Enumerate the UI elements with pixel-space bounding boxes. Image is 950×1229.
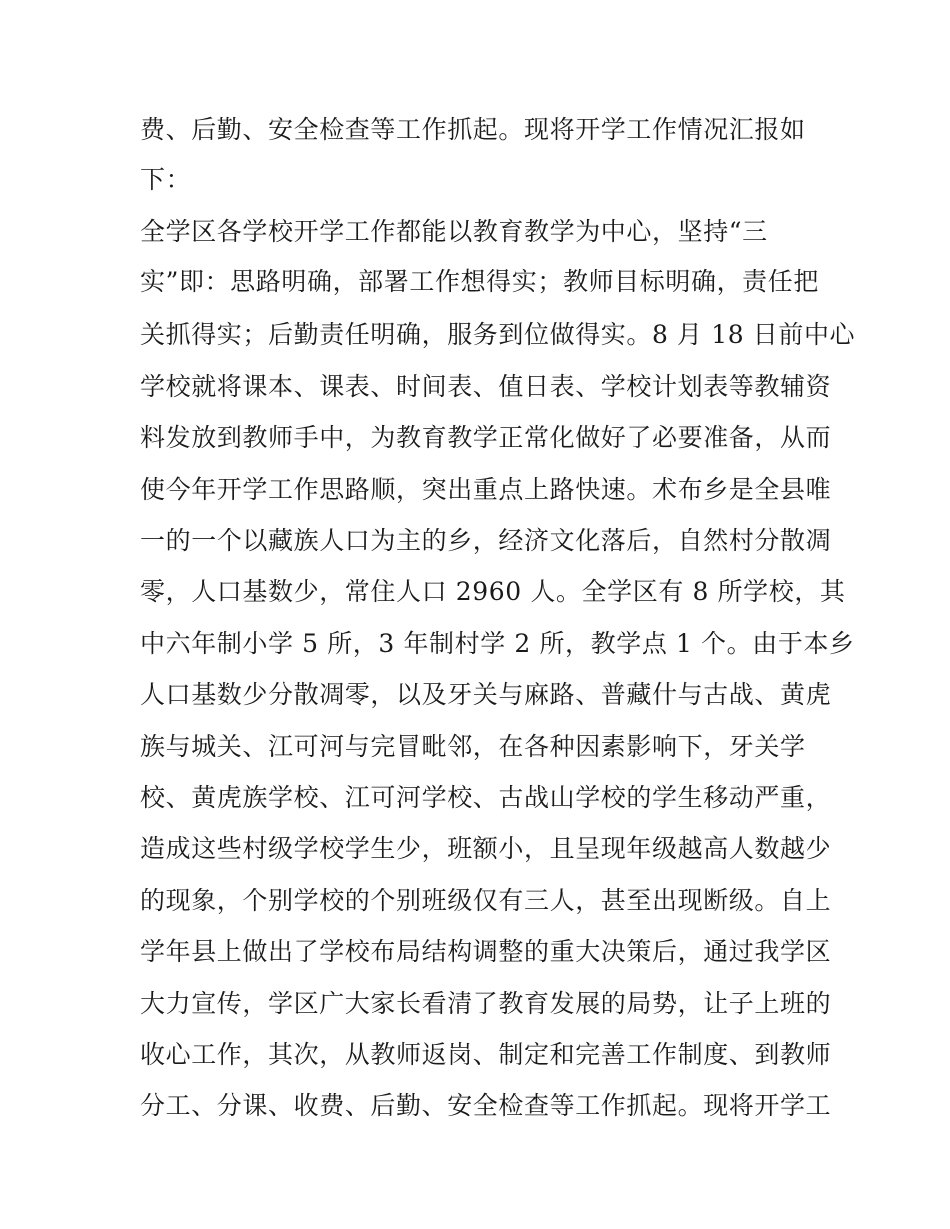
text-line-20: 分工、分课、收费、后勤、安全检查等工作抓起。现将开学工: [140, 1091, 832, 1120]
text-line-15: 造成这些村级学校学生少，班额小，且呈现年级越高人数越少: [140, 834, 832, 863]
text-line-19: 收心工作，其次，从教师返岗、制定和完善工作制度、到教师: [140, 1040, 832, 1069]
text-line-18: 大力宣传，学区广大家长看清了教育发展的局势，让子上班的: [140, 989, 832, 1018]
text-line-8: 使今年开学工作思路顺，突出重点上路快速。术布乡是全县唯: [140, 475, 832, 504]
text-line-11: 中六年制小学 5 所，3 年制村学 2 所，教学点 1 个。由于本乡: [140, 629, 855, 658]
text-line-9: 一的一个以藏族人口为主的乡，经济文化落后，自然村分散凋: [140, 526, 832, 555]
text-line-7: 料发放到教师手中，为教育教学正常化做好了必要准备，从而: [140, 423, 832, 452]
text-line-10: 零，人口基数少，常住人口 2960 人。全学区有 8 所学校，其: [140, 577, 846, 606]
text-line-17: 学年县上做出了学校布局结构调整的重大决策后，通过我学区: [140, 937, 832, 966]
text-line-4: 实”即：思路明确，部署工作想得实；教师目标明确，责任把: [140, 267, 819, 296]
text-line-1: 费、后勤、安全检查等工作抓起。现将开学工作情况汇报如: [140, 115, 806, 144]
text-line-12: 人口基数少分散凋零，以及牙关与麻路、普藏什与古战、黄虎: [140, 680, 832, 709]
text-line-6: 学校就将课本、课表、时间表、值日表、学校计划表等教辅资: [140, 372, 832, 401]
text-line-3: 全学区各学校开学工作都能以教育教学为中心，坚持“三: [140, 217, 768, 246]
text-line-5: 关抓得实；后勤责任明确，服务到位做得实。8 月 18 日前中心: [140, 320, 856, 349]
text-line-13: 族与城关、江可河与完冒毗邻，在各种因素影响下，牙关学: [140, 732, 806, 761]
text-line-14: 校、黄虎族学校、江可河学校、古战山学校的学生移动严重，: [140, 783, 832, 812]
text-line-2: 下：: [140, 165, 192, 194]
text-line-16: 的现象，个别学校的个别班级仅有三人，甚至出现断级。自上: [140, 886, 832, 915]
